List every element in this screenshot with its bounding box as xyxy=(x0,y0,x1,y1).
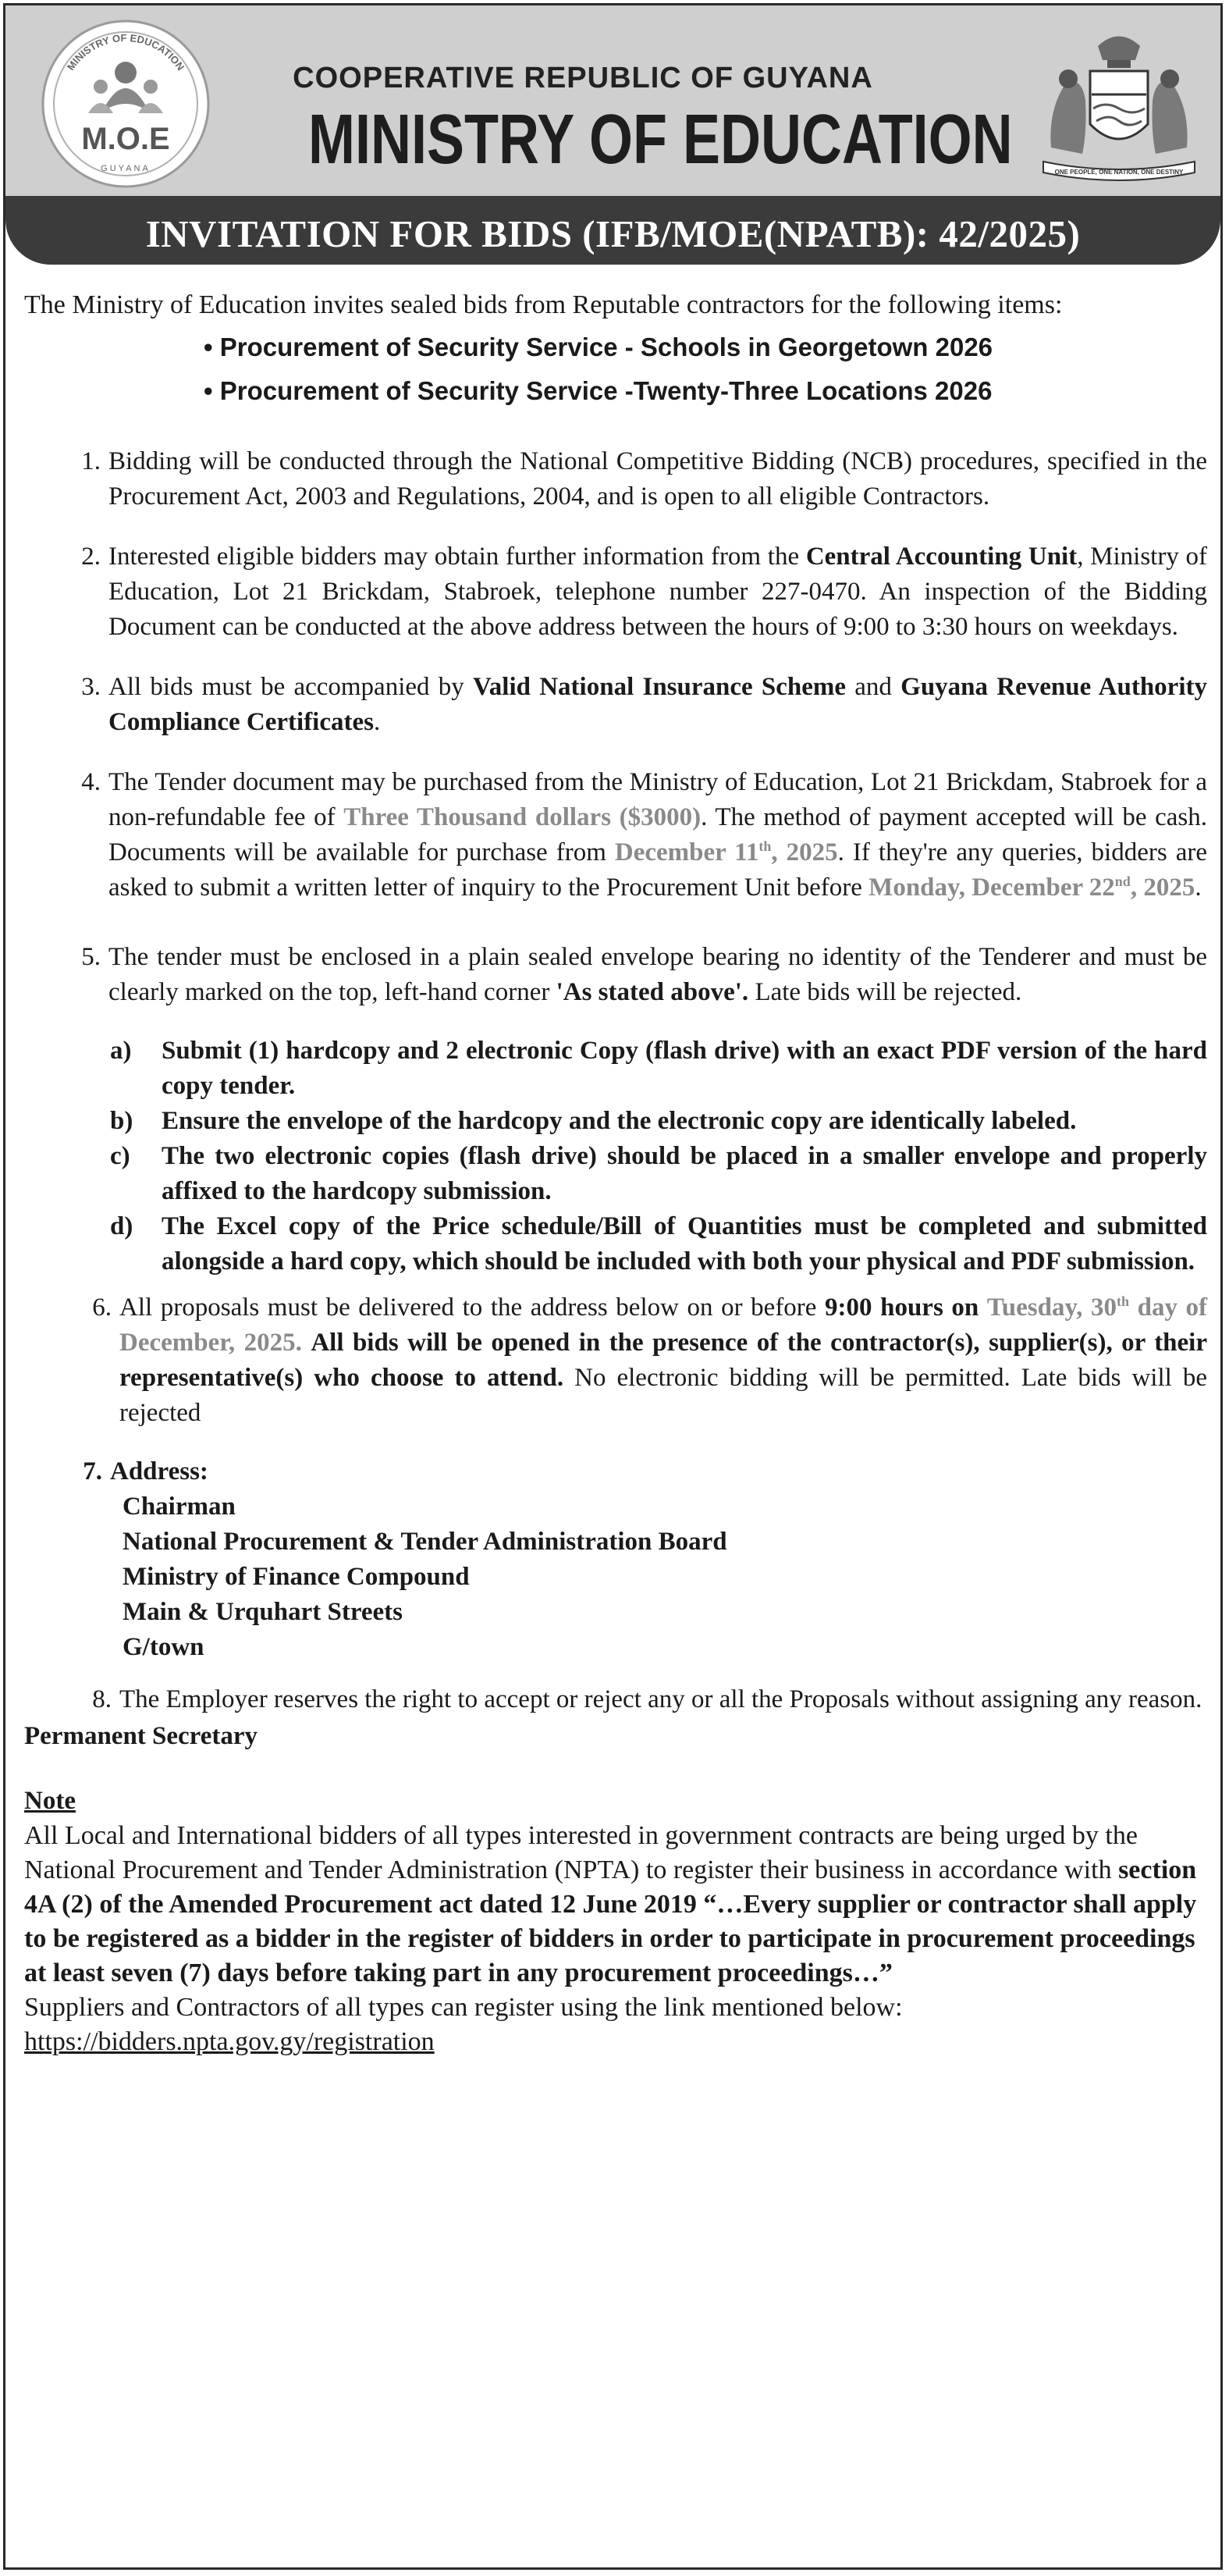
sub-clause xyxy=(110,1034,1207,1104)
text-run: . The method of payment accepted will be cash. Documents will be available for purchase from xyxy=(108,803,1207,866)
clause-7 xyxy=(24,1454,1207,1489)
text-run: All proposals must be delivered to the address below on or before xyxy=(119,1293,826,1322)
date-text: , 2025 xyxy=(1130,873,1195,902)
text-run: . xyxy=(373,708,381,736)
text-run: Late bids will be rejected. xyxy=(748,978,1022,1006)
clause-number: 1. xyxy=(81,447,101,475)
register-instruction: Suppliers and Contractors of all types can register using the link mentioned below: xyxy=(24,1993,903,2022)
sub-clause-text: The two electronic copies (flash drive) should be placed in a smaller envelope and properly affixed to the hardcopy submission. xyxy=(162,1142,1207,1205)
tender-fee: Three Thousand dollars ($3000) xyxy=(343,803,702,831)
address-label: Address: xyxy=(110,1457,208,1485)
clause-text xyxy=(108,940,1207,1010)
inquiry-deadline xyxy=(868,873,1195,902)
header-banner xyxy=(5,5,1220,196)
unit-name: Central Accounting Unit xyxy=(805,543,1078,571)
coat-of-arms-icon xyxy=(1035,23,1202,190)
clause-1 xyxy=(24,444,1207,514)
clause-5 xyxy=(24,940,1207,1010)
clause-text xyxy=(108,670,1207,740)
address-line: G/town xyxy=(123,1633,204,1661)
availability-date xyxy=(615,838,838,866)
clause-number: 4. xyxy=(81,768,101,796)
sub-clause-label: a) xyxy=(110,1037,132,1065)
sub-clause xyxy=(110,1209,1207,1279)
sub-clause-list xyxy=(24,1034,1207,1279)
legal-quote: section 4A (2) of the Amended Procurement act dated 12 June 2019 “…Every supplier or contractor shall apply to be registered as a bidder in the register of bidders in order to participate in procurement proceedings at least seven (7) days before taking part in any procurement proceedings…” xyxy=(24,1856,1197,1987)
bid-content xyxy=(24,288,1207,2059)
text-run: . If they're any queries, bidders are asked to submit a written letter of inquiry to the Procurement Unit before xyxy=(108,838,1208,902)
sub-clause-text: The Excel copy of the Price schedule/Bill of Quantities must be completed and submitted alongside a hard copy, which should be included with both your physical and PDF submission. xyxy=(162,1212,1207,1276)
opening-statement: All bids will be opened in the presence of the contractor(s), supplier(s), or their representative(s) who choose to attend. xyxy=(119,1329,1207,1392)
clause-3 xyxy=(24,670,1207,740)
sub-clause-label: b) xyxy=(110,1107,133,1135)
signature: Permanent Secretary xyxy=(24,1722,258,1750)
date-text: , 2025 xyxy=(771,838,838,866)
text-run: The Tender document may be purchased from the Ministry of Education, Lot 21 Brickdam, Stabroek for a non-refundable fee of xyxy=(108,768,1207,831)
note-text xyxy=(24,1819,1207,1991)
republic-name: COOPERATIVE REPUBLIC OF GUYANA xyxy=(293,62,873,94)
clause-4 xyxy=(24,765,1207,906)
date-suffix: th xyxy=(1117,1293,1130,1309)
clause-text xyxy=(119,1290,1207,1431)
text-run: All bids must be accompanied by xyxy=(108,673,473,701)
note-heading: Note xyxy=(24,1787,76,1815)
text-run: , Ministry of Education, Lot 21 Brickdam, Stabroek, telephone number 227-0470. An inspection of the Bidding Document can be conducted at the above address between the hours of 9:00 to 3:30 hours on weekdays. xyxy=(108,543,1208,641)
clause-number: 2. xyxy=(81,543,101,571)
date-text: day of December, 2025. xyxy=(119,1293,1208,1357)
date-text: Monday, December 22 xyxy=(868,873,1115,902)
clause-text: The Employer reserves the right to accept or reject any or all the Proposals without assigning any reason. xyxy=(119,1685,1202,1713)
date-text: December 11 xyxy=(614,838,759,866)
logo-top-text: MINISTRY OF EDUCATION xyxy=(64,31,187,73)
title-bar xyxy=(5,196,1220,265)
ministry-name: MINISTRY OF EDUCATION xyxy=(308,101,1013,179)
text-run: No electronic bidding will be permitted. Late bids will be rejected xyxy=(119,1364,1207,1427)
sub-clause-text: Submit (1) hardcopy and 2 electronic Copy (flash drive) with an exact PDF version of the hard copy tender. xyxy=(162,1037,1207,1100)
sub-clause-label: c) xyxy=(110,1142,130,1170)
clause-text: Bidding will be conducted through the National Competitive Bidding (NCB) procedures, specified in the Procurement Act, 2003 and Regulations, 2004, and is open to all eligible Contractors. xyxy=(108,447,1207,511)
marking-instruction: 'As stated above'. xyxy=(556,978,749,1006)
date-suffix: nd xyxy=(1114,873,1131,889)
nis-requirement: Valid National Insurance Scheme xyxy=(473,673,847,701)
address-line: National Procurement & Tender Administration Board xyxy=(123,1528,727,1556)
clause-number: 8. xyxy=(92,1685,112,1713)
moe-logo-icon xyxy=(40,18,211,190)
clause-number: 3. xyxy=(81,673,101,701)
text-run: and xyxy=(846,673,901,701)
clause-6 xyxy=(24,1290,1207,1431)
gra-requirement: Guyana Revenue Authority Compliance Certificates xyxy=(108,673,1207,736)
coat-of-arms-motto: ONE PEOPLE, ONE NATION, ONE DESTINY xyxy=(1054,169,1184,176)
clause-text xyxy=(108,765,1207,906)
clause-text xyxy=(108,539,1207,645)
logo-bottom-text: GUYANA xyxy=(101,164,151,173)
advertisement-frame xyxy=(3,3,1223,2570)
date-suffix: th xyxy=(758,838,772,854)
clause-number: 6. xyxy=(92,1293,112,1322)
address-line: Ministry of Finance Compound xyxy=(123,1563,470,1591)
intro-text: The Ministry of Education invites sealed bids from Reputable contractors for the following items: xyxy=(24,290,1063,319)
sub-clause-label: d) xyxy=(110,1212,133,1240)
text-run: Interested eligible bidders may obtain further information from the xyxy=(108,543,806,571)
bid-title: INVITATION FOR BIDS (IFB/MOE(NPATB): 42/2025) xyxy=(145,212,1081,255)
items-list xyxy=(204,326,1207,413)
sub-clause xyxy=(110,1104,1207,1139)
text-run: . xyxy=(1195,873,1202,902)
text-run: The tender must be enclosed in a plain sealed envelope bearing no identity of the Tenderer and must be clearly marked on the top, left-hand corner xyxy=(108,943,1207,1006)
list-item: • Procurement of Security Service -Twenty-Three Locations 2026 xyxy=(204,376,993,405)
registration-link[interactable]: https://bidders.npta.gov.gy/registration xyxy=(24,2027,435,2056)
sub-clause xyxy=(110,1139,1207,1209)
address-line: Main & Urquhart Streets xyxy=(123,1598,403,1626)
text-run: All Local and International bidders of all types interested in government contracts are being urged by the National Procurement and Tender Administration (NPTA) to register their business in accordance with xyxy=(24,1821,1138,1884)
list-item: • Procurement of Security Service - Schools in Georgetown 2026 xyxy=(204,333,993,361)
clause-number: 5. xyxy=(81,943,101,971)
date-text: Tuesday, 30 xyxy=(986,1293,1117,1322)
clause-number: 7. xyxy=(83,1457,102,1485)
address-line: Chairman xyxy=(123,1493,236,1521)
sub-clause-text: Ensure the envelope of the hardcopy and the electronic copy are identically labeled. xyxy=(162,1107,1077,1135)
clause-2 xyxy=(24,539,1207,645)
logo-abbr: M.O.E xyxy=(81,122,170,156)
deadline-time: 9:00 hours on xyxy=(825,1293,979,1322)
clause-8 xyxy=(24,1682,1207,1717)
